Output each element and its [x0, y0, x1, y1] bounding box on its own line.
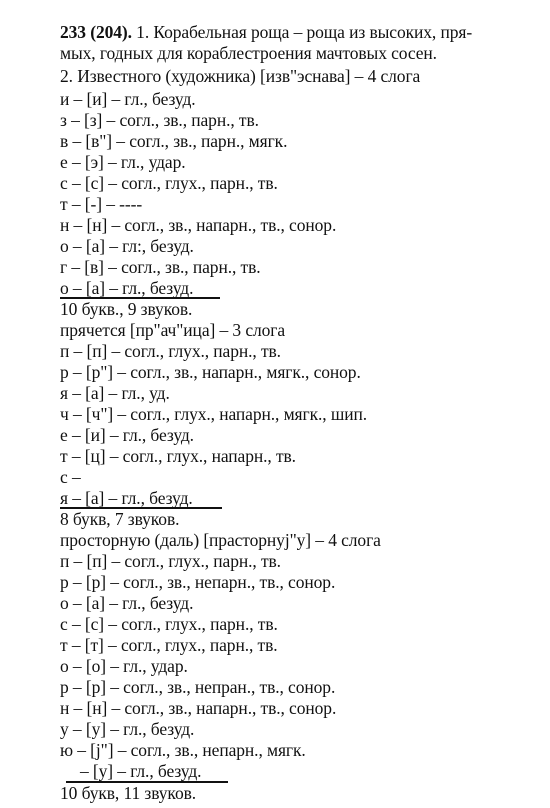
part1-text-a: 1. Корабельная роща – роща из высоких, пря- — [131, 22, 473, 42]
word1-row: е – [э] – гл., удар. — [60, 152, 186, 172]
word1-row: о – [а] – гл:, безуд. — [60, 236, 194, 256]
word3-row: н – [н] – согл., зв., напарн., тв., сонор. — [60, 698, 337, 718]
word3-row: т – [т] – согл., глух., парн., тв. — [60, 635, 278, 655]
word2-summary: 8 букв, 7 звуков. — [60, 509, 180, 529]
word1-row: н – [н] – согл., зв., напарн., тв., сонор. — [60, 215, 337, 235]
word3-heading: просторную (даль) [прасторнуj"у] – 4 слога — [60, 530, 381, 550]
word3-row: о – [о] – гл., удар. — [60, 656, 188, 676]
exercise-intro-line — [60, 22, 472, 42]
word2-row: ч – [ч"] – согл., глух., напарн., мягк., шип. — [60, 404, 367, 424]
part2-heading: 2. Известного (художника) [изв"эснава] – 4 слога — [60, 66, 421, 86]
word2-row: я – [а] – гл., уд. — [60, 383, 170, 403]
word1-row: с – [с] – согл., глух., парн., тв. — [60, 173, 278, 193]
word2-row: р – [р"] – согл., зв., напарн., мягк., сонор. — [60, 362, 361, 382]
word2-row: с – — [60, 467, 81, 487]
word3-row: р – [р] – согл., зв., непарн., тв., сонор. — [60, 572, 336, 592]
part1-text-b: мых, годных для кораблестроения мачтовых сосен. — [60, 43, 437, 63]
word3-row: с – [с] – согл., глух., парн., тв. — [60, 614, 278, 634]
word3-row: р – [р] – согл., зв., непран., тв., сонор. — [60, 677, 336, 697]
word2-row: я – [а] – гл., безуд. — [60, 488, 193, 508]
word1-row: т – [-] – ---- — [60, 194, 143, 214]
word2-heading: прячется [пр"ач"ица] – 3 слога — [60, 320, 286, 340]
word1-row: г – [в] – согл., зв., парн., тв. — [60, 257, 261, 277]
word2-row: е – [и] – гл., безуд. — [60, 425, 194, 445]
word3-row: о – [а] – гл., безуд. — [60, 593, 194, 613]
word1-row: в – [в"] – согл., зв., парн., мягк. — [60, 131, 288, 151]
word1-row: и – [и] – гл., безуд. — [60, 89, 196, 109]
word3-row: п – [п] – согл., глух., парн., тв. — [60, 551, 281, 571]
word2-row: п – [п] – согл., глух., парн., тв. — [60, 341, 281, 361]
word1-summary: 10 букв., 9 звуков. — [60, 299, 193, 319]
word1-row: з – [з] – согл., зв., парн., тв. — [60, 110, 259, 130]
word1-row: о – [а] – гл., безуд. — [60, 278, 194, 298]
exercise-number: 233 (204). — [60, 22, 132, 42]
word3-summary: 10 букв, 11 звуков. — [60, 783, 197, 803]
word3-row: ю – [j"] – согл., зв., непарн., мягк. — [60, 740, 306, 760]
word2-row: т – [ц] – согл., глух., напарн., тв. — [60, 446, 296, 466]
word3-row: у – [у] – гл., безуд. — [60, 719, 195, 739]
word3-row: – [у] – гл., безуд. — [80, 761, 202, 781]
